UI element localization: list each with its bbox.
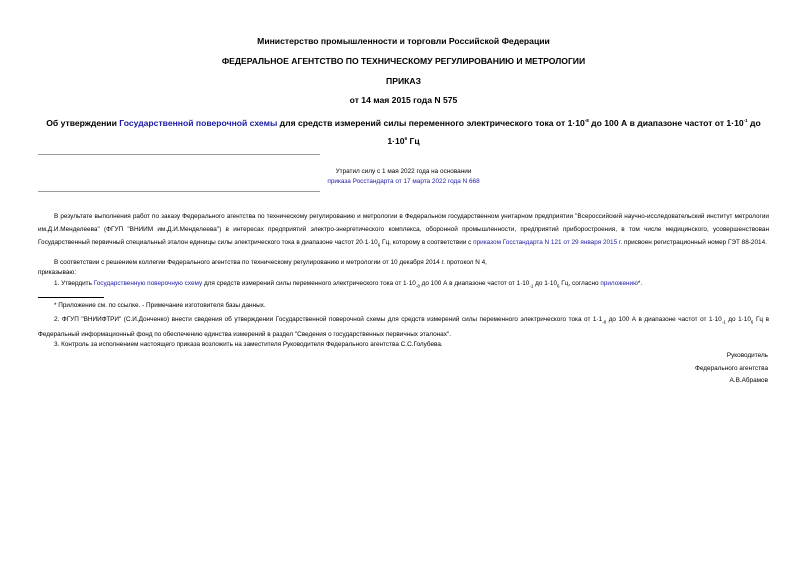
doc-type-heading: ПРИКАЗ: [386, 76, 421, 86]
title-text: для средств измерений силы переменного электрического тока от 1·10: [277, 117, 585, 128]
item-2-exponent: -8: [602, 319, 607, 325]
item-1-exponent: 6: [557, 283, 560, 289]
item-1: [38, 280, 769, 288]
signature-title: Руководитель: [726, 352, 768, 359]
ministry-heading: Министерство промышленности и торговли Российской Федерации: [257, 36, 550, 46]
item-2-text: [38, 313, 769, 341]
preamble-paragraph: [38, 210, 769, 251]
item-1-exponent: -8: [415, 283, 420, 289]
item-1-text: до 100 А в диапазоне частот от 1·10: [419, 280, 530, 287]
footnote-divider: [38, 297, 104, 298]
gosstandart-order-link[interactable]: приказом Госстандарта N 121 от 29 января 2015 г.: [473, 239, 623, 246]
item-2: [38, 313, 769, 341]
item-2-text-part: Гц в Федеральный информационный фонд по обеспечению единства измерений в раздел "Сведения о государственных первичных эталонах".: [38, 316, 769, 339]
repeal-link-line: [38, 178, 769, 185]
title-text: до 100 А в диапазоне частот от 1·10: [588, 117, 744, 128]
collegium-decision: В соответствии с решением коллегии Федерального агентства по техническому регулированию и метрологии от 10 декабря 2014 г. протокол N 4,: [54, 259, 487, 266]
document-title: [38, 113, 769, 149]
preamble-exponent: 6: [377, 242, 381, 248]
preamble-text-part: Гц, которому в соответствии с: [380, 239, 474, 246]
scheme-link[interactable]: Государственной поверочной схемы: [119, 117, 278, 128]
repeal-order-link[interactable]: приказа Росстандарта от 17 марта 2022 года N 668: [327, 178, 480, 185]
footnote: * Приложение см. по ссылке. - Примечание изготовителя базы данных.: [54, 302, 266, 309]
verification-scheme-link[interactable]: Государственную поверочную схему: [93, 280, 203, 287]
appendix-link[interactable]: приложению: [600, 280, 638, 287]
item-2-exponent: -1: [721, 319, 726, 325]
signature-block: [695, 350, 768, 388]
item-2-text-part: до 100 А в диапазоне частот от 1·10: [606, 316, 722, 323]
item-2-exponent: 6: [750, 319, 754, 325]
agency-heading: ФЕДЕРАЛЬНОЕ АГЕНТСТВО ПО ТЕХНИЧЕСКОМУ РЕГУЛИРОВАНИЮ И МЕТРОЛОГИИ: [221, 56, 586, 66]
divider-bottom: [38, 191, 320, 192]
item-2-text-part: до 1·10: [725, 316, 751, 323]
title-text: Об утверждении: [46, 117, 120, 128]
item-1-text: Гц, согласно: [559, 280, 601, 287]
item-1-text: 1. Утвердить: [54, 280, 94, 287]
preamble-text: [38, 210, 769, 251]
date-number-heading: от 14 мая 2015 года N 575: [349, 95, 458, 105]
title-exponent: -8: [584, 118, 589, 123]
preamble-text-part: В результате выполнения работ по заказу Федерального агентства по техническому регулированию и метрологии в Федеральном государственном унитарном предприятии "Всероссийский научно-исследовательский институт метрологии им.Д.И.Менделеева" (ФГУП "ВНИИМ им.Д.И.Менделеева") в интересах предприятий электро-энергетического комплекса, оборонной промышленности, предприятий приборостроения, в том числе медицинского, усовершенствован Государственный первичный специальный эталон единицы силы электрического тока в диапазоне частот 20·1·10: [38, 213, 769, 246]
item-3: 3. Контроль за исполнением настоящего приказа возложить на заместителя Руководителя Федерального агентства С.С.Голубева.: [54, 341, 443, 348]
repeal-note: Утратил силу с 1 мая 2022 года на основании: [335, 168, 472, 175]
item-1-text: для средств измерений силы переменного электрического тока от 1·10: [202, 280, 416, 287]
item-1-exponent: -1: [529, 283, 534, 289]
title-text: Гц: [407, 135, 420, 146]
signature-agency: Федерального агентства: [694, 364, 768, 372]
title-exponent: -1: [743, 118, 748, 123]
item-1-text: до 1·10: [533, 280, 557, 287]
item-2-text-part: 2. ФГУП "ВНИИФТРИ" (С.И.Донченко) внести сведения об утверждении Государственной поверочной схемы для средств измерений силы переменного электрического тока от 1·1: [54, 316, 603, 323]
signature-name: А.В.Абрамов: [729, 377, 768, 384]
title-exponent: 6: [404, 135, 408, 141]
title-text: до 1·10: [387, 117, 761, 146]
order-word: приказываю:: [38, 269, 76, 276]
item-1-text: *.: [637, 280, 643, 287]
divider-top: [38, 154, 320, 155]
preamble-text-part: присвоен регистрационный номер ГЭТ 88-2014.: [622, 239, 767, 246]
